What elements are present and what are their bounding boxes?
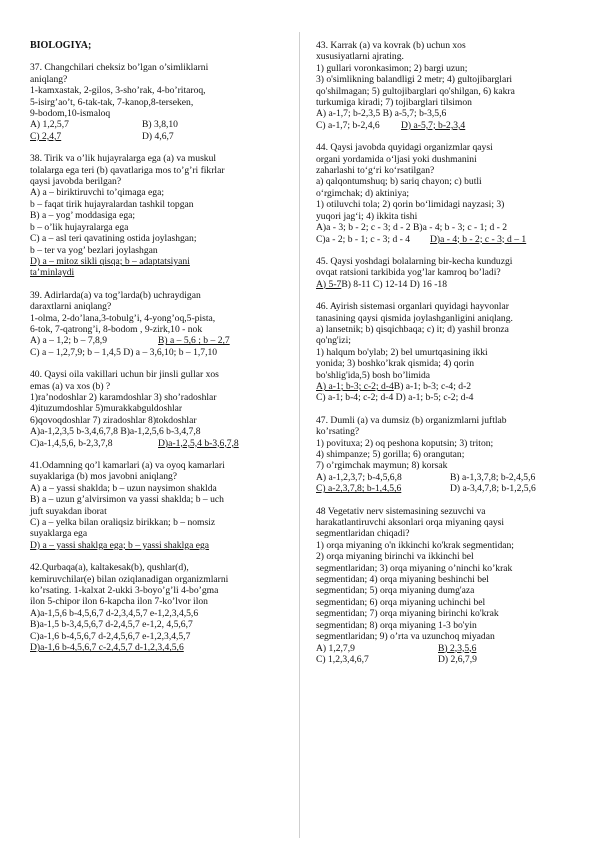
answer-options-line	[316, 279, 572, 290]
question-text-line: 9-bodom,10-ismaloq	[30, 108, 111, 120]
question-text-line: A)a - 3; b - 2; c - 3; d - 2 B)a - 4; b - 3; c - 1; d - 2	[316, 222, 508, 234]
question-text-line: A)a-1,5,6 b-4,5,6,7 d-2,3,4,5,7 e-1,2,3,4,5,6	[30, 607, 199, 619]
column-divider	[299, 32, 300, 838]
question-text-line: 41.Odamning qo’l kamarlari (a) va oyoq kamarlari	[30, 460, 225, 471]
question-text-line: 1) povituxa; 2) oq peshona koputsin; 3) triton;	[316, 437, 494, 449]
question-text-line: 1) gullari voronkasimon; 2) bargi uzun;	[316, 62, 468, 74]
question-q42	[30, 562, 292, 653]
right-column	[316, 40, 572, 676]
question-text-line: yuqori jag‘i; 4) ikkita tishi	[316, 210, 418, 222]
question-text-line: tanasining qaysi qismida joylashganligini aniqlang.	[316, 312, 513, 324]
answer-option: D) a-3,4,7,8; b-1,2,5,6	[450, 483, 536, 495]
question-text-line: b – faqat tirik hujayralardan tashkil topgan	[30, 198, 194, 210]
question-text-line: suyaklariga (b) mos javobni aniqlang?	[30, 471, 178, 483]
question-text-line: 48 Vegetativ nerv sistemasining sezuvchi va	[316, 505, 486, 517]
answer-option: A) a – 1,2; b – 7,8,9	[30, 335, 108, 347]
answer-options-line	[316, 654, 572, 665]
answer-option: B) 3,8,10	[142, 119, 178, 131]
question-text-line: A) a – yassi shaklda; b – uzun naysimon shaklda	[30, 482, 217, 494]
correct-answer-option: D) a-5,7; b-2,3,4	[401, 119, 466, 131]
question-text-line: 37. Changchilari cheksiz bo’lgan o’simliklarni	[30, 62, 209, 74]
question-text-line: a) lansetnik; b) qisqichbaqa; c) it; d) yashil bronza	[316, 323, 509, 335]
question-text-line: C) a – asl teri qavatining ostida joylashgan;	[30, 233, 197, 245]
question-text-line: B) a – yog’ moddasiga ega;	[30, 210, 136, 222]
question-text-line: A) a – biriktiruvchi to’qimaga ega;	[30, 187, 165, 199]
answer-options-line	[316, 483, 572, 494]
question-text-line: B) a – uzun g’alvirsimon va yassi shaklda; b – uch	[30, 494, 224, 506]
question-text-line: daraxtlarni aniqlang?	[30, 301, 112, 313]
question-text-line: 46. Ayirish sistemasi organlari quyidagi hayvonlar	[316, 301, 509, 313]
question-text-line: tolalarga ega teri (b) qavatlariga mos to’g’ri fikrlar	[30, 164, 225, 176]
question-text-line: C) a – 1,2,7,9; b – 1,4,5 D) a – 3,6,10; b – 1,7,10	[30, 346, 218, 358]
answer-option: D) 4,6,7	[142, 130, 174, 142]
question-text-line: 47. Dumli (a) va dumsiz (b) organizmlarni juftlab	[316, 414, 507, 426]
question-q48	[316, 506, 572, 666]
question-text-line: 2) orqa miyaning birinchi va ikkinchi bel	[316, 551, 474, 563]
answer-options-line	[30, 119, 292, 130]
question-text-line: 42.Qurbaqa(a), kaltakesak(b), qushlar(d),	[30, 562, 189, 574]
question-text-line: 5-isirg’ao’t, 6-tak-tak, 7-kanop,8-terseken,	[30, 96, 194, 108]
question-text-line: segmentlaridan chiqadi?	[316, 528, 410, 540]
answer-options-line	[316, 643, 572, 654]
question-text-line: juft suyakdan iborat	[30, 505, 107, 517]
answer-option: B) 8-11 C) 12-14 D) 16 -18	[341, 278, 448, 290]
question-text-line: 40. Qaysi oila vakillari uchun bir jinsli gullar xos	[30, 369, 219, 381]
answer-option: D) 2,6,7,9	[438, 653, 477, 665]
question-q40	[30, 369, 292, 449]
correct-answer-option: A) a-1; b-3; c-2; d-4	[316, 380, 394, 392]
question-text-line: A)a-1,2,3,5 b-3,4,6,7,8 B)a-1,2,5,6 b-3,4,7,8	[30, 426, 201, 438]
question-text-line: 43. Karrak (a) va kovrak (b) uchun xos	[316, 40, 466, 51]
answer-option: A) a-1,2,3,7; b-4,5,6,8	[316, 471, 402, 483]
question-text-line: o‘rgimchak; d) aktiniya;	[316, 187, 410, 199]
page-title: BIOLOGIYA;	[30, 40, 92, 51]
answer-options-line	[30, 438, 292, 449]
question-q39	[30, 290, 292, 358]
answer-option: C) a-1,7; b-2,4,6	[316, 119, 380, 131]
question-q45	[316, 256, 572, 290]
answer-option: C)a - 2; b - 1; c - 3; d - 4	[316, 233, 411, 245]
question-text-line: ko’rsating. 1-kalxat 2-ukki 3-boyo’g’li 4-bo’gma	[30, 585, 219, 597]
question-text-line: b – o’lik hujayralarga ega	[30, 221, 129, 233]
question-text-line: C) a-1; b-4; c-2; d-4 D) a-1; b-5; c-2; d-4	[316, 392, 474, 404]
question-text-line: segmentlaridan; 9) o’rta va uzunchoq miyadan	[316, 631, 495, 643]
question-text-line: a) qalqontumshuq; b) sariq chayon; c) butli	[316, 176, 482, 188]
answer-option: B) a-1; b-3; c-4; d-2	[393, 380, 472, 392]
question-text-line: bo'shlig'ida,5) bosh bo’limida	[316, 369, 431, 381]
question-text-line: zaharlashi to‘g‘ri ko‘rsatilgan?	[316, 165, 435, 177]
correct-answer-line: ta’minlaydi	[30, 267, 75, 279]
question-text-line: organi yordamida o‘ljasi yoki dushmanini	[316, 153, 477, 165]
left-column	[30, 40, 292, 665]
question-text-line: 6-tok, 7-qatrong’i, 8-bodom , 9-zirk,10 - nok	[30, 323, 203, 335]
question-text-line: ko’rsating?	[316, 426, 360, 438]
correct-answer-option: C) a-2,3,7,8; b-1,4,5,6	[316, 483, 402, 495]
question-q47	[316, 415, 572, 495]
question-text-line: yonida; 3) boshko’krak qismida; 4) qorin	[316, 358, 475, 370]
answer-options-line	[30, 335, 292, 346]
question-text-line: emas (a) va xos (b) ?	[30, 380, 111, 392]
correct-answer-option: B) 2,3,5,6	[438, 642, 477, 654]
question-q43	[316, 40, 572, 131]
correct-answer-line: D) a – mitoz sikli qisqa; b – adaptatsiyani	[30, 255, 190, 267]
question-text-line: 38. Tirik va o’lik hujayralarga ega (a) va muskul	[30, 153, 217, 165]
correct-answer-line: D) a – yassi shaklga ega; b – yassi shaklga ega	[30, 539, 210, 551]
question-text-line: segmentidan; 4) orqa miyaning beshinchi bel	[316, 574, 489, 586]
question-text-line: 6)qovoqdoshlar 7) ziradoshlar 8)tokdoshlar	[30, 414, 197, 426]
question-text-line: qaysi javobda berilgan?	[30, 176, 122, 188]
question-q46	[316, 301, 572, 404]
question-text-line: C)a-1,6 b-4,5,6,7 d-2,4,5,6,7 e-1,2,3,4,5,7	[30, 630, 191, 642]
answer-option: A) 1,2,5,7	[30, 119, 69, 131]
correct-answer-option: D)a - 4; b - 2; c - 3; d – 1	[430, 233, 527, 245]
question-text-line: A) a-1,7; b-2,3,5 B) a-5,7; b-3,5,6	[316, 108, 447, 120]
question-text-line: 4) shimpanze; 5) gorilla; 6) orangutan;	[316, 449, 465, 460]
correct-answer-option: C) 2,4,7	[30, 130, 62, 142]
question-q37	[30, 62, 292, 142]
answer-options-line	[30, 131, 292, 142]
answer-options-line	[316, 381, 572, 392]
question-text-line: 45. Qaysi yoshdagi bolalarning bir-kecha kunduzgi	[316, 255, 513, 267]
question-text-line: 44. Qaysi javobda quyidagi organizmlar qaysi	[316, 142, 493, 154]
answer-options-line	[316, 234, 572, 245]
question-text-line: 7) o’rgimchak maymun; 8) korsak	[316, 460, 448, 472]
question-q38	[30, 153, 292, 278]
answer-options-line	[316, 120, 572, 131]
question-text-line: qo'shilmagan; 5) gultojibarglari qo'shilgan, 6) kakra	[316, 85, 515, 97]
correct-answer-option: B) a – 5,6 ; b – 2,7	[158, 335, 230, 347]
question-text-line: segmentidan; 5) orqa miyaning dumg'aza	[316, 585, 475, 597]
question-text-line: aniqlang?	[30, 73, 68, 85]
question-text-line: ovqat ratsioni tarkibida yog’lar kamroq bo’ladi?	[316, 267, 501, 279]
correct-answer-option: D)a-1,2,5,4 b-3,6,7,8	[158, 437, 239, 449]
question-text-line: 39. Adirlarda(a) va tog’larda(b) uchraydigan	[30, 289, 201, 301]
answer-options-line	[316, 472, 572, 483]
answer-option: C)a-1,4,5,6, b-2,3,7,8	[30, 437, 113, 449]
question-q41	[30, 460, 292, 551]
question-text-line: 1) otiluvchi tola; 2) qorin bo‘limidagi nayzasi; 3)	[316, 199, 505, 211]
question-text-line: 4)ituzumdoshlar 5)murakkabguldoshlar	[30, 403, 183, 415]
question-text-line: 1)ra’nodoshlar 2) karamdoshlar 3) sho’radoshlar	[30, 391, 217, 403]
question-text-line: kemiruvchilar(e) bilan oziqlanadigan organizmlarni	[30, 573, 229, 585]
left-questions	[30, 62, 292, 653]
question-text-line: 1-olma, 2-do’lana,3-tobulg’i, 4-yong’oq,5-pista,	[30, 312, 216, 324]
question-text-line: segmentidan; 7) orqa miyaning birinchi ko'krak	[316, 608, 499, 620]
question-text-line: segmentlaridan; 3) orqa miyaning o’ninchi ko’krak	[316, 562, 513, 574]
question-text-line: b – ter va yog’ bezlari joylashgan	[30, 244, 158, 256]
question-text-line: suyaklarga ega	[30, 528, 88, 540]
answer-option: B) a-1,3,7,8; b-2,4,5,6	[450, 471, 536, 483]
right-questions	[316, 40, 572, 665]
question-text-line: segmentidan; 8) orqa miyaning 1-3 bo'yin	[316, 619, 477, 631]
question-text-line: xususiyatlarni ajrating.	[316, 51, 404, 63]
question-text-line: C) a – yelka bilan oraliqsiz birikkan; b – nomsiz	[30, 517, 216, 529]
answer-option: C) 1,2,3,4,6,7	[316, 653, 369, 665]
answer-option: A) 1,2,7,9	[316, 642, 355, 654]
question-text-line: harakatlantiruvchi aksonlari orqa miyaning qaysi	[316, 517, 505, 529]
question-text-line: ilon 5-chipor ilon 6-kapcha ilon 7-ko’lvor ilon	[30, 596, 208, 608]
question-q44	[316, 142, 572, 245]
question-text-line: 1) halqum bo'ylab; 2) bel umurtqasining ikki	[316, 346, 488, 358]
question-text-line: B)a-1,5 b-3,4,5,6,7 d-2,4,5,7 e-1,2, 4,5,6,7	[30, 619, 193, 631]
question-text-line: segmentidan; 6) orqa miyaning uchinchi bel	[316, 596, 486, 608]
question-text-line: 1-kamxastak, 2-gilos, 3-sho’rak, 4-bo’ritaroq,	[30, 85, 206, 97]
correct-answer-line: D)a-1,6 b-4,5,6,7 c-2,4,5,7 d-1,2,3,4,5,6	[30, 642, 184, 654]
correct-answer-option: A) 5-7	[316, 278, 342, 290]
question-text-line: 1) orqa miyaning o'n ikkinchi ko'krak segmentidan;	[316, 539, 514, 551]
question-text-line: 3) o'simlikning balandligi 2 metr; 4) gultojibarglari	[316, 74, 513, 86]
question-text-line: turkumiga kiradi; 7) tojibarglari tilsimon	[316, 97, 472, 109]
question-text-line: qo'ng'izi;	[316, 335, 351, 347]
